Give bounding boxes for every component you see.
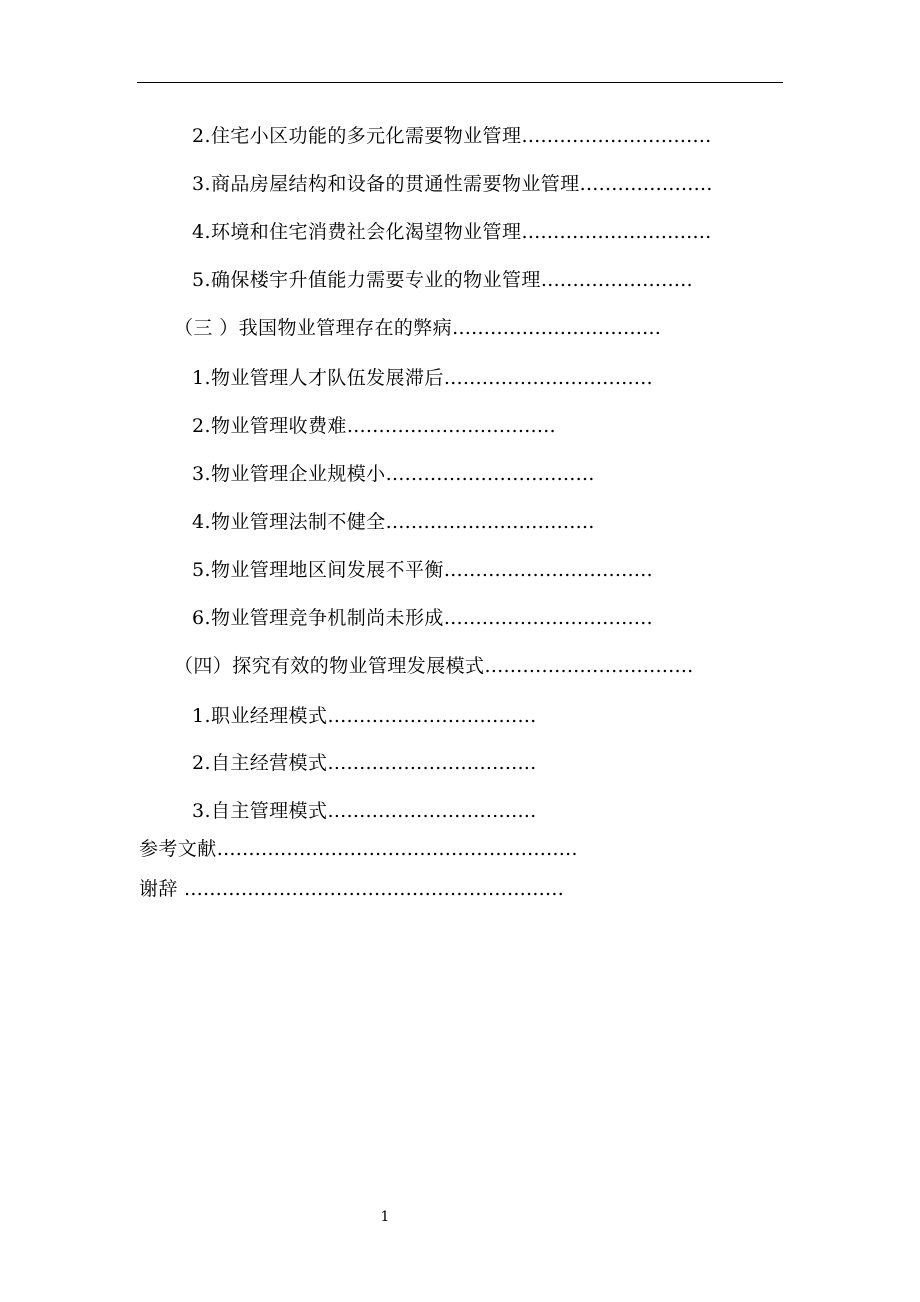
toc-entry[interactable]: [192, 124, 711, 148]
toc-entry-title: 物业管理收费难: [210, 415, 347, 437]
toc-entry-title: 物业管理人才队伍发展滞后: [210, 367, 444, 389]
toc-entry[interactable]: [192, 462, 595, 486]
toc-entry-title: 谢辞: [139, 878, 178, 900]
toc-entry-leader: ……………………………: [443, 367, 653, 389]
toc-entry-title: 物业管理竞争机制尚未形成: [210, 607, 444, 629]
toc-entry[interactable]: [192, 414, 556, 438]
toc-entry[interactable]: [192, 558, 653, 582]
toc-entry-title: 物业管理企业规模小: [210, 463, 386, 485]
toc-entry-leader: …………………………: [521, 221, 712, 243]
toc-entry-number: 4.: [192, 511, 211, 533]
toc-entry-title: 确保楼宇升值能力需要专业的物业管理: [210, 269, 541, 291]
toc-entry-leader: …………………………: [521, 125, 712, 147]
toc-entry-leader: ……………………………: [346, 415, 556, 437]
toc-entry-number: 6.: [192, 607, 211, 629]
toc-entry[interactable]: [192, 220, 711, 244]
toc-entry-number: 3.: [192, 463, 211, 485]
toc-entry[interactable]: [192, 366, 653, 390]
toc-entry-number: 2.: [192, 415, 211, 437]
toc-entry-leader: ……………………………: [385, 511, 595, 533]
toc-entry-title: 自主经营模式: [210, 752, 328, 774]
toc-entry[interactable]: [192, 606, 653, 630]
toc-entry-title: 自主管理模式: [210, 800, 328, 822]
toc-entry-title: 职业经理模式: [210, 705, 328, 727]
toc-entry[interactable]: [192, 704, 536, 728]
toc-entry-title: 物业管理地区间发展不平衡: [210, 559, 444, 581]
toc-entry-title: 商品房屋结构和设备的贯通性需要物业管理: [210, 173, 580, 195]
toc-entry-leader: ……………………………: [484, 655, 694, 677]
toc-entry[interactable]: [192, 510, 595, 534]
toc-entry-title: 物业管理法制不健全: [210, 511, 386, 533]
toc-references-entry[interactable]: [139, 837, 578, 861]
header-rule: [137, 82, 783, 83]
toc-entry-number: 1.: [192, 705, 211, 727]
toc-entry-number: 3.: [192, 800, 211, 822]
toc-entry-number: （三 ）: [174, 317, 239, 339]
toc-entry-number: 2.: [192, 125, 211, 147]
toc-entry-leader: …………………………………………………: [216, 838, 578, 860]
toc-entry[interactable]: [192, 268, 693, 292]
toc-entry-leader: ……………………………: [452, 317, 662, 339]
toc-entry-number: 3.: [192, 173, 211, 195]
toc-entry-number: 2.: [192, 752, 211, 774]
toc-entry-leader: ……………………………………………………: [177, 878, 564, 900]
toc-entry-leader: ……………………: [540, 269, 693, 291]
toc-entry[interactable]: [192, 172, 713, 196]
toc-entry-title: 参考文献: [139, 838, 217, 860]
toc-entry-leader: ……………………………: [327, 752, 537, 774]
toc-entry-leader: ……………………………: [327, 800, 537, 822]
toc-entry-number: 5.: [192, 559, 211, 581]
toc-entry-leader: ……………………………: [443, 559, 653, 581]
toc-entry-title: 住宅小区功能的多元化需要物业管理: [210, 125, 522, 147]
toc-section-entry[interactable]: [174, 316, 661, 340]
toc-entry-title: 我国物业管理存在的弊病: [238, 317, 453, 339]
toc-entry-number: 1.: [192, 367, 211, 389]
toc-entry-number: （四）: [174, 655, 233, 677]
toc-section-entry[interactable]: [174, 654, 693, 678]
toc-entry-leader: ……………………………: [443, 607, 653, 629]
toc-entry-leader: ……………………………: [327, 705, 537, 727]
toc-entry-number: 5.: [192, 269, 211, 291]
toc-entry[interactable]: [192, 751, 536, 775]
toc-entry-title: 环境和住宅消费社会化渴望物业管理: [210, 221, 522, 243]
toc-entry-leader: ……………………………: [385, 463, 595, 485]
toc-acknowledgements-entry[interactable]: [139, 877, 564, 901]
toc-entry-title: 探究有效的物业管理发展模式: [232, 655, 485, 677]
toc-entry-number: 4.: [192, 221, 211, 243]
toc-entry[interactable]: [192, 799, 536, 823]
toc-entry-leader: …………………: [579, 173, 713, 195]
page-number: 1: [380, 1209, 390, 1225]
